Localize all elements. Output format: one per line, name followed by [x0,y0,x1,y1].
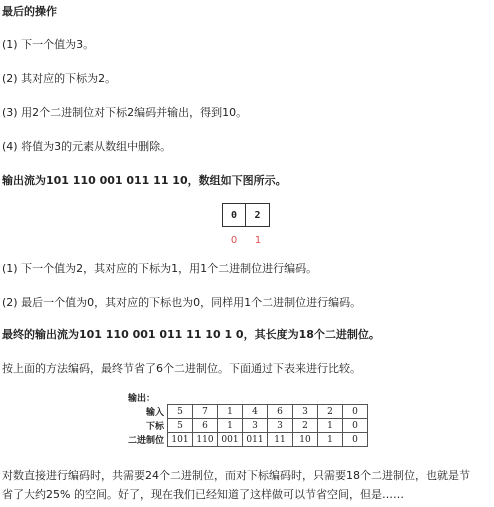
table-row [120,433,368,447]
array-index: 0 [230,235,238,246]
heading: 最后的操作 [2,5,57,18]
table-cell: 011 [243,433,268,447]
conclusion-line-2: 省了大约25% 的空间。好了，现在我们已经知道了这样做可以节省空间，但是…… [2,488,404,501]
step-1: (1) 下一个值为3。 [2,38,95,51]
final-stream-text: 最终的输出流为101 110 001 011 11 10 1 0，其长度为18个二进制位。 [2,328,380,341]
table-cell: 10 [293,433,318,447]
table-cell: 0 [343,419,368,433]
row-label: 二进制位 [127,436,164,446]
conclusion-line-1: 对数直接进行编码时，共需要24个二进制位，而对下标编码时，只需要18个二进制位，也就是节 [2,469,470,482]
table-cell: 101 [168,433,193,447]
array-index: 1 [254,235,262,246]
table-cell: 3 [243,419,268,433]
table-cell: 1 [318,433,343,447]
step-4: (4) 将值为3的元素从数组中删除。 [2,140,172,153]
array-figure [222,203,270,227]
table-cell: 5 [168,405,193,419]
after-step-2: (2) 最后一个值为0，其对应的下标也为0，同样用1个二进制位进行编码。 [2,296,362,309]
step-3: (3) 用2个二进制位对下标2编码并输出，得到10。 [2,106,248,119]
table-cell: 0 [343,433,368,447]
table-cell: 0 [343,405,368,419]
comparison-table [120,404,368,447]
table-cell: 1 [218,405,243,419]
table-caption: 输出： [128,394,156,404]
array-cell: 2 [246,203,270,227]
table-cell: 001 [218,433,243,447]
table-row [120,405,368,419]
table-cell: 6 [193,419,218,433]
table-row [120,419,368,433]
table-cell: 110 [193,433,218,447]
after-step-1: (1) 下一个值为2，其对应的下标为1，用1个二进制位进行编码。 [2,262,318,275]
row-label: 下标 [145,422,164,432]
step-2: (2) 其对应的下标为2。 [2,72,117,85]
table-cell: 6 [268,405,293,419]
table-cell: 1 [218,419,243,433]
table-cell: 4 [243,405,268,419]
compare-text: 按上面的方法编码，最终节省了6个二进制位。下面通过下表来进行比较。 [2,362,361,375]
table-cell: 3 [268,419,293,433]
table-cell: 1 [318,419,343,433]
array-cell: 0 [222,203,246,227]
table-cell: 2 [293,419,318,433]
table-cell: 2 [318,405,343,419]
row-label: 输入 [145,408,164,418]
output-stream-text: 输出流为101 110 001 011 11 10，数组如下图所示。 [2,174,287,187]
table-cell: 5 [168,419,193,433]
table-cell: 7 [193,405,218,419]
table-cell: 3 [293,405,318,419]
table-cell: 11 [268,433,293,447]
